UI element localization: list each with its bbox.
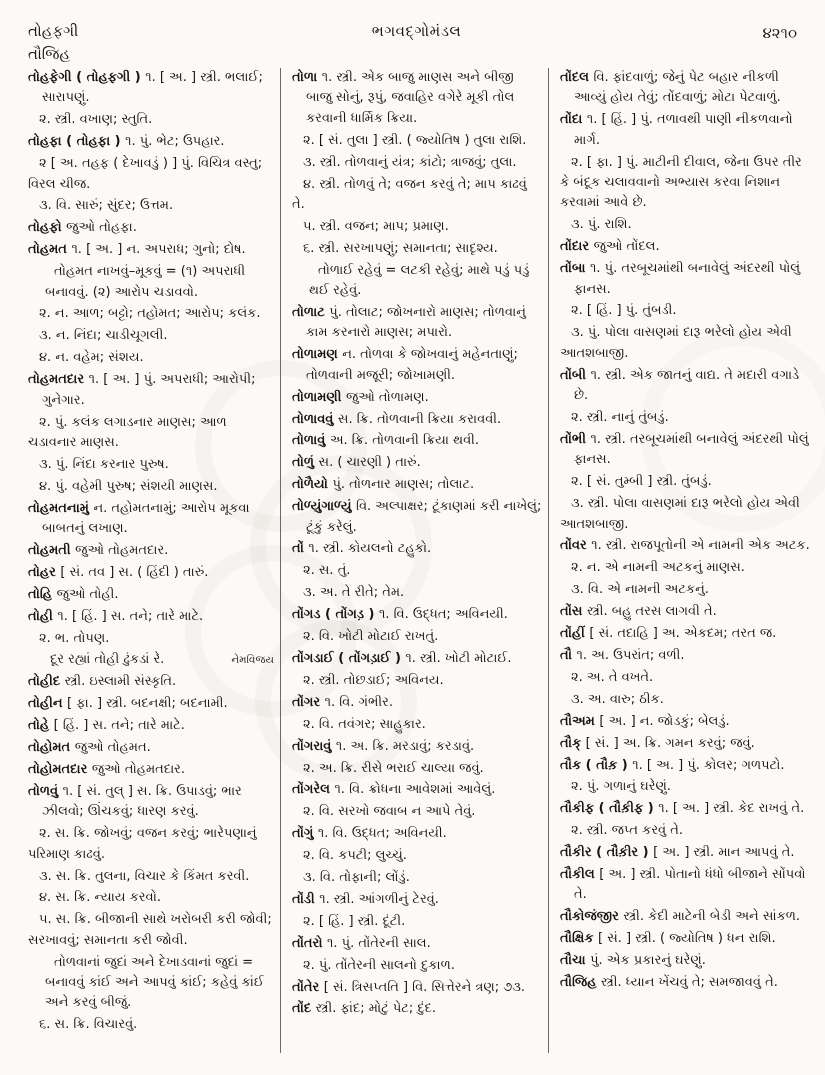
dictionary-entry: [560, 259, 814, 300]
dictionary-entry: [28, 370, 274, 411]
headword: તોહોમતદાર: [28, 762, 92, 777]
headword: તોંભી: [560, 431, 591, 447]
definition-text: ૪. પું. વહેમી પુરુષ; સંશયી માણસ.: [39, 478, 218, 494]
definition-text: ૨. ભ. તોપણ.: [39, 630, 110, 646]
dictionary-entry: [28, 563, 274, 583]
definition-text: સ્ત્રી. ધ્યાન ખેંચવું તે; સમજાવવું તે.: [600, 975, 778, 991]
page-title: ભગવદ્ગોમંડલ: [371, 22, 462, 40]
sense-line: [28, 413, 274, 454]
dictionary-entry: [292, 824, 542, 844]
headword: તૌજિહ: [560, 975, 601, 991]
definition-text: ૧. વિ. ઉદ્ધત; અવિનયી.: [378, 607, 508, 623]
dictionary-entry: [28, 68, 274, 109]
dictionary-entry: [292, 431, 542, 451]
headword: તોંગરાવું: [292, 738, 336, 754]
headword: તોંદાર: [560, 239, 594, 255]
definition-text: ૩. પું. નિંદા કરનાર પુરુષ.: [39, 456, 169, 472]
definition-text: જુઓ તોંદલ.: [593, 239, 660, 255]
definition-text: ૩. અ. વારુ; ઠીક.: [571, 691, 664, 707]
headword: તોંતેર: [292, 979, 324, 995]
dictionary-entry: [292, 890, 542, 910]
sense-line: [292, 583, 542, 603]
headword: તોં: [292, 541, 309, 557]
headword: તૌક ( તૌક઼ ): [560, 757, 633, 773]
definition-text: ૧. વિ. ઉદ્ધત; અવિનયી.: [317, 826, 447, 842]
headword: તોંગર: [292, 694, 325, 710]
dictionary-entry: [560, 366, 814, 407]
sense-line: [560, 472, 814, 492]
headword: તૌક્: [560, 735, 586, 751]
definition-text: ૧. વિ. ક્રોધના આવેશમાં આવેલું.: [334, 782, 496, 798]
definition-text: ૩. અ. તે રીતે; તેમ.: [303, 585, 405, 601]
definition-text: વિ. ફાંદવાળું; જેનું પેટ બહાર નીકળી આવ્યું હોય તેવું; તોંદવાળું; મોટા પેટવાળું.: [574, 70, 781, 106]
definition-text: ૨. [ સં. તુલા ] સ્ત્રી. ( જ્યોતિષ ) તુલા રાશિ.: [303, 132, 527, 148]
citation-source: નેમવિજય: [231, 654, 274, 667]
definition-text: ૧. સ્ત્રી. ખોટી મોટાઈ.: [405, 650, 512, 666]
headword: તૌકીલ: [560, 867, 600, 883]
definition-text: ૨. સ. તું.: [303, 563, 351, 579]
headword: તોંવર: [560, 538, 592, 554]
sense-line: [28, 910, 274, 951]
dictionary-entry: [28, 240, 274, 260]
headword: તોહફા ( તોહફા ): [28, 134, 126, 150]
definition-text: ૨. સ્ત્રી. વખાણ; સ્તુતિ.: [39, 112, 153, 128]
dictionary-entry: [292, 345, 542, 386]
definition-text: સ. ( ચારણી ) તારું.: [318, 455, 421, 471]
dictionary-entry: [560, 843, 814, 863]
definition-text: જુઓ તોહમતદાર.: [91, 762, 186, 777]
sense-line: [560, 777, 814, 797]
definition-text: ન. તોળવા કે જોખવાનું મહેનતાણું; તોળવાની મજૂરી; જોખામણી.: [306, 347, 518, 383]
definition-text: ૧. સ્ત્રી. રાજપૂતોની એ નામની એક અટક.: [591, 538, 810, 554]
sense-line: [292, 802, 542, 822]
running-headword-last: તૌજિહ: [28, 45, 71, 63]
dictionary-entry: [560, 907, 814, 927]
sense-line: [292, 956, 542, 976]
headword: તોળાટ: [292, 304, 330, 320]
headword: તૌક્ષિક: [560, 931, 599, 947]
sense-line: [292, 153, 542, 173]
sense-line: [560, 215, 814, 235]
definition-text: તોહમત નાખવું–મૂકવું = (૧) અપરાધી બનાવવું. (૨) આરોપ ચડાવવો.: [45, 264, 246, 300]
definition-text: ૨. વિ. ખોટી મોટાઈ રાખતું.: [303, 629, 439, 645]
sense-line: [28, 629, 274, 649]
headword: તોંદલ: [560, 70, 594, 85]
definition-text: ૧. [ અ. ] ન. અપરાધ; ગુનો; દોષ.: [71, 242, 246, 258]
sense-line: [560, 668, 814, 688]
headword: તૌચા: [560, 953, 591, 969]
definition-text: પું. તોલાટ; જોખનારો માણસ; તોળવાનું કામ કરનારો માણસ; મપારો.: [306, 304, 526, 341]
definition-text: ૨. સ. ક્રિ. જોખવું; વજન કરવું; ભારેપણાનું પરિમાણ કાઢવું.: [28, 826, 257, 862]
definition-text: ૧. [ હિં. ] સ. તને; તારે માટે.: [57, 608, 204, 624]
dictionary-entry: [560, 68, 814, 109]
sense-line: [292, 627, 542, 647]
sense-line: [560, 323, 814, 364]
dictionary-entry: [28, 672, 274, 692]
sense-line: [28, 326, 274, 346]
definition-text: ૩. પું. પોલા વાસણમાં દારૂ ભરેલો હોય એવી આતશબાજી.: [560, 325, 792, 361]
dictionary-entry: [292, 68, 542, 129]
dictionary-entry: [28, 716, 274, 736]
headword: તોંગડ ( તોંગડ઼ ): [292, 607, 379, 623]
definition-text: ૨. ન. આળ; બટ્ટો; તહોમત; આરોપ; કલંક.: [39, 306, 261, 322]
definition-text: ૨. સ્ત્રી. જપ્ત કરવું તે.: [571, 823, 684, 839]
definition-text: ૩. વિ. સારું; સુંદર; ઉત્તમ.: [39, 198, 174, 214]
dictionary-entry: [292, 999, 542, 1019]
headword: તોળૈયો: [292, 477, 333, 493]
definition-text: ૨. પું. કલંક લગાડનાર માણસ; આળ ચડાવનાર માણસ.: [28, 414, 227, 450]
dictionary-entry: [28, 694, 274, 714]
dictionary-column-2: [280, 68, 548, 1053]
dictionary-entry: [292, 978, 542, 998]
sense-line: [28, 888, 274, 908]
headword: તોહીન: [28, 696, 68, 712]
dictionary-entry: [292, 453, 542, 473]
definition-text: જુઓ તોહી.: [56, 586, 119, 602]
definition-text: ૩. સ્ત્રી. તોળવાનું યંત્ર; કાંટો; ત્રાજવું; તુલા.: [303, 154, 517, 170]
sense-line: [560, 580, 814, 600]
definition-text: ૫. સ્ત્રી. વજન; માપ; પ્રમાણ.: [303, 218, 449, 234]
headword: તોળવું: [28, 783, 63, 799]
headword: તોહફો: [28, 220, 67, 236]
headword: તોંસ: [560, 604, 587, 620]
headword: તૌઅમ: [560, 713, 600, 729]
definition-text: ૨. સ્ત્રી. નાનું તુંબડું.: [571, 410, 669, 425]
headword: તોંબા: [560, 261, 591, 277]
definition-text: ૧. પું. ભેટ; ઉપહાર.: [125, 134, 225, 150]
definition-text: ૩. પું. રાશિ.: [571, 217, 632, 233]
definition-text: તોળવાનાં જુદાં અને દેખાડવાનાં જુદાં = બનાવવું કાંઈ અને આપવું કાંઈ; કહેવું કાંઈ અને કરવું બીજું.: [45, 954, 264, 1011]
headword: તોંગું: [292, 826, 318, 842]
definition-text: [ સં. ] સ્ત્રી. ( જ્યોતિષ ) ધન રાશિ.: [598, 931, 776, 947]
headword: તોંદા: [560, 112, 587, 128]
dictionary-entry: [292, 605, 542, 625]
headword: તોંબી: [560, 367, 591, 383]
headword: તોળામણી: [292, 389, 346, 405]
definition-text: ૧. [ અ. ] પું. અપરાધી; આરોપી; ગુનેગાર.: [42, 372, 256, 408]
definition-text: ૩. વિ. તોફાની; લોંડું.: [303, 870, 410, 886]
dictionary-entry: [292, 780, 542, 800]
headword: તોહમતનામું: [28, 500, 94, 516]
dictionary-entry: [292, 410, 542, 430]
definition-text: સ. ક્રિ. તોળવાની ક્રિયા કરાવવી.: [337, 411, 502, 427]
definition-text: ૧. સ્ત્રી. તરબૂચમાંથી બનાવેલું અંદરથી પોલું ફાનસ.: [574, 431, 809, 468]
sense-line: [560, 408, 814, 428]
headword: તોળું: [292, 455, 319, 471]
sense-line: [292, 671, 542, 691]
sense-line: [28, 1015, 274, 1035]
dictionary-entry: [560, 734, 814, 754]
sense-line: [560, 821, 814, 841]
headword: તોળામણ: [292, 347, 343, 363]
definition-text: ૧. સ્ત્રી. આંગળીનું ટેરવું.: [319, 891, 439, 907]
sense-line: [28, 824, 274, 865]
definition-text: જુઓ તોહફા.: [66, 220, 137, 236]
dictionary-entry: [28, 541, 274, 561]
definition-text: ૨. [ હિં. ] પું. તુંબડી.: [571, 303, 677, 319]
dictionary-entry: [560, 624, 814, 644]
headword: તોહીદ: [28, 674, 65, 690]
dictionary-entry: [28, 607, 274, 627]
definition-text: ૧. [ અ. ] સ્ત્રી. ભલાઈ; સારાપણું.: [42, 70, 263, 106]
definition-text: જુઓ તોળામણ.: [345, 389, 429, 405]
definition-text: જુઓ તોહમત.: [74, 740, 151, 756]
definition-text: ૧. અ. ક્રિ. મરડાવું; કરડાવું.: [335, 738, 475, 754]
sense-line: [292, 239, 542, 259]
dictionary-entry: [28, 132, 274, 152]
dictionary-entry: [28, 738, 274, 758]
definition-text: ૧. [ અ. ] સ્ત્રી. કેદ રાખવું તે.: [658, 801, 805, 817]
sense-line: [28, 196, 274, 216]
sense-line: [28, 110, 274, 130]
definition-text: ૧. પું. તોંતેરની સાલ.: [327, 935, 431, 951]
definition-text: ૧. [ સં. તુલ્ ] સ. ક્રિ. ઉપાડવું; ભાર ઝીલવો; ઊંચકવું; ધારણ કરવું.: [42, 783, 242, 820]
definition-text: [ સં. તદાહિ ] અ. એકદમ; તરત જ.: [589, 626, 777, 642]
definition-text: ૩. સ્ત્રી. પોલા વાસણમાં દારૂ ભરેલો હોય એવી આતશબાજી.: [560, 496, 800, 532]
sense-line: [560, 301, 814, 321]
dictionary-entry: [560, 602, 814, 622]
definition-text: ૧. સ્ત્રી. કોયલનો ટહુકો.: [308, 541, 432, 557]
definition-text: સ્ત્રી. ફાંદ; મોટું પેટ; દુંદ.: [315, 1001, 437, 1017]
dictionary-entry: [292, 934, 542, 954]
dictionary-entry: [560, 646, 814, 666]
definition-text: ૫. સ. ક્રિ. બીજાની સાથે ખરોબરી કરી જોવી; સરખાવવું; સમાનતા કરી જોવી.: [28, 912, 272, 948]
dictionary-entry: [292, 475, 542, 495]
dictionary-entry: [292, 539, 542, 559]
definition-text: ૨. પું. ગળાનું ઘરેણું.: [571, 779, 671, 795]
definition-text: ૨. [ હિં. ] સ્ત્રી. દૂંટી.: [303, 913, 406, 929]
sense-line: [292, 912, 542, 932]
headword: તોહફેગી ( તોહફગી ): [28, 70, 146, 85]
definition-text: ૧. વિ. ગંભીર.: [324, 694, 394, 710]
definition-text: સ્ત્રી. બહુ તરસ લાગવી તે.: [586, 604, 717, 620]
sense-line: [292, 759, 542, 779]
definition-text: [ સં. ] અ. ક્રિ. ગમન કરવું; જવું.: [585, 735, 755, 751]
definition-text: [ હિં. ] સ. તને; તારે માટે.: [53, 718, 185, 734]
dictionary-entry: [28, 760, 274, 780]
dictionary-entry: [560, 237, 814, 257]
definition-text: ૨. વિ. સરખો જવાબ ન આપે તેવું.: [303, 804, 476, 820]
definition-text: ૩. સ. ક્રિ. તુલના, વિચાર કે કિંમત કરવી.: [39, 868, 250, 884]
headword: તોહિ: [28, 586, 57, 602]
sense-line: [560, 494, 814, 535]
sense-line: [292, 131, 542, 151]
definition-text: પું. એક પ્રકારનું ઘરેણું.: [590, 953, 706, 969]
definition-text: ૨. ન. એ નામની અટકનું માણસ.: [571, 560, 745, 576]
dictionary-column-3: [548, 68, 820, 1053]
dictionary-entry: [292, 497, 542, 538]
dictionary-entry: [560, 929, 814, 949]
definition-text: ૨ [ અ. તહફ ( દેખાવડું ) ] પું. વિચિત્ર વસ્તુ; વિરલ ચીજ.: [28, 156, 263, 192]
definition-text: ૨. પું. તોંતેરની સાલનો દુકાળ.: [303, 957, 455, 973]
headword: તોંડી: [292, 891, 320, 907]
page-number: ૪૨૧૦: [762, 24, 797, 42]
headword: તૌ: [560, 647, 577, 663]
headword: તોળ્યુંગાળ્યું: [292, 499, 356, 515]
headword: તોહમત: [28, 242, 72, 258]
dictionary-entry: [292, 388, 542, 408]
dictionary-entry: [292, 303, 542, 344]
headword: તોળાવવું: [292, 411, 338, 427]
dictionary-entry: [28, 499, 274, 540]
definition-text: ૧. સ્ત્રી. એક બાજુ માણસ અને બીજી બાજુ સોનું, રૂપું, જવાહિર વગેરે મૂકી તોલ કરવાની ધાર્મિક ક્રિયા.: [306, 70, 515, 126]
sense-line: [292, 217, 542, 237]
dictionary-entry: [560, 110, 814, 151]
sense-line: [28, 304, 274, 324]
definition-text: [ અ. ] સ્ત્રી. માન આપવું તે.: [653, 845, 795, 861]
definition-text: ૨. વિ. કપટી; લુચ્ચું.: [303, 848, 407, 864]
verse-text: દૂર રહ્યાં તોહી ઢુંકડાં રે.: [50, 652, 165, 668]
definition-text: [ સં. તવ ] સ. ( હિંદી ) તારું.: [60, 564, 209, 580]
dictionary-columns: [28, 68, 820, 1053]
running-headword-first: તોહફગી: [28, 22, 79, 40]
headword: તોંગડાઈ ( તોંગડ઼ાઈ ): [292, 650, 406, 666]
definition-text: વિ. અલ્પાક્ષર; ટૂંકાણમાં કરી નાખેલું; ટૂંકું કરેલું.: [306, 499, 542, 535]
dictionary-entry: [560, 536, 814, 556]
headword: તોહમતી: [28, 542, 76, 558]
dictionary-column-1: [28, 68, 280, 1053]
headword: તોંદ: [292, 1001, 316, 1017]
headword: તોહર: [28, 564, 61, 580]
headword: તોહી: [28, 608, 58, 624]
dictionary-entry: [292, 737, 542, 757]
definition-text: [ ફા. ] સ્ત્રી. બદનક્ષી; બદનામી.: [67, 696, 228, 712]
definition-text: ૨. [ ફા. ] પું. માટીની દીવાલ, જેના ઉપર તીર કે બંદૂક ચલાવવાનો અભ્યાસ કરવા નિશાન કરવામાં આવે છે.: [560, 154, 802, 211]
definition-text: ૪. સ્ત્રી. તોળવું તે; વજન કરવું તે; માપ કાઢવું તે.: [292, 176, 527, 212]
sense-line: [292, 868, 542, 888]
dictionary-entry: [292, 649, 542, 669]
dictionary-entry: [560, 756, 814, 776]
definition-text: ૩. ન. નિંદા; ચાડીચૂગલી.: [39, 328, 168, 344]
definition-text: તોળાઈ રહેવું = લટકી રહેવું; માથે પડું પડું થઈ રહેવું.: [309, 262, 530, 299]
headword: તોહમતદાર: [28, 372, 89, 388]
dictionary-entry: [560, 951, 814, 971]
definition-text: ૨. સ્ત્રી. તોછડાઈ; અવિનય.: [303, 672, 444, 688]
dictionary-entry: [560, 712, 814, 732]
sense-line: [292, 175, 542, 216]
dictionary-entry: [560, 973, 814, 993]
definition-text: જુઓ તોહમતદાર.: [75, 542, 169, 558]
definition-text: ૨. અ. તે વખતે.: [571, 669, 654, 685]
dictionary-entry: [560, 865, 814, 906]
definition-text: ૧. અ. ઉપરાંત; વળી.: [576, 647, 685, 663]
definition-text: અ. ક્રિ. તોળવાની ક્રિયા થવી.: [329, 433, 480, 449]
definition-text: ૪. ન. વહેમ; સંશય.: [39, 350, 144, 366]
sense-line: [292, 846, 542, 866]
headword: તૌકીફ ( તૌક઼ીફ ): [560, 801, 659, 817]
definition-text: ૨. વિ. તવંગર; સાહુકાર.: [303, 716, 426, 732]
headword: તોહોમત: [28, 740, 75, 756]
sense-line: [28, 455, 274, 475]
definition-text: [ સં. ત્રિસપ્તતિ ] વિ. સિત્તેરને ત્રણ; ૭૩.: [323, 979, 526, 995]
sense-line: [28, 154, 274, 195]
definition-text: ન. તહોમતનામું; આરોપ મૂકવા બાબતનું લખાણ.: [42, 500, 250, 537]
definition-text: ૧. [ અ. ] પું. કોલર; ગળપટો.: [632, 757, 785, 773]
dictionary-entry: [560, 799, 814, 819]
dictionary-entry: [28, 585, 274, 605]
sense-line: [560, 690, 814, 710]
dictionary-entry: [292, 693, 542, 713]
definition-text: ૧. પું. તરબૂચમાંથી બનાવેલું અંદરથી પોલું ફાનસ.: [574, 261, 801, 297]
sense-line: [28, 348, 274, 368]
headword: તોળા: [292, 70, 322, 85]
running-header: [28, 22, 805, 62]
phrase-line: [28, 953, 274, 1014]
headword: તોળાવું: [292, 433, 330, 449]
headword: તોંગરેલ: [292, 782, 335, 798]
phrase-line: [28, 262, 274, 303]
sense-line: [292, 715, 542, 735]
headword: તોહે: [28, 718, 54, 734]
dictionary-entry: [560, 430, 814, 471]
sense-line: [560, 153, 814, 214]
dictionary-entry: [28, 218, 274, 238]
definition-text: ૨. [ સં. તુમ્બી ] સ્ત્રી. તુંબડું.: [571, 474, 712, 490]
sense-line: [560, 558, 814, 578]
definition-text: ૪. સ. ક્રિ. ન્યાય કરવો.: [39, 890, 162, 906]
definition-text: ૬. સ. ક્રિ. વિચારવું.: [39, 1017, 138, 1033]
definition-text: સ્ત્રી. કેદી માટેની બેડી અને સાંકળ.: [623, 909, 801, 925]
headword: તૌકીર ( તૌક઼ીર ): [560, 845, 654, 861]
headword: તોંતરો: [292, 935, 327, 951]
headword: તોંહીં: [560, 626, 590, 642]
sense-line: [28, 867, 274, 887]
sense-line: [292, 561, 542, 581]
sense-line: [28, 477, 274, 497]
definition-text: [ અ. ] સ્ત્રી. પોતાનો ધંધો બીજાને સોંપવો તે.: [574, 867, 806, 903]
definition-text: ૬. સ્ત્રી. સરખાપણું; સમાનતા; સાદૃશ્ય.: [303, 240, 498, 256]
definition-text: ૨. અ. ક્રિ. રીસે ભરાઈ ચાલ્યા જવું.: [303, 760, 484, 776]
definition-text: ૩. વિ. એ નામની અટકનું.: [571, 582, 709, 598]
definition-text: ૧. [ હિં. ] પું. તળાવથી પાણી નીકળવાનો માર્ગ.: [574, 112, 793, 148]
verse-line: [28, 650, 274, 670]
headword: તૌકોજંજીર: [560, 909, 624, 925]
phrase-line: [292, 261, 542, 302]
definition-text: પું. તોળનાર માણસ; તોલાટ.: [332, 477, 475, 493]
definition-text: સ્ત્રી. ઇસ્લામી સંસ્કૃતિ.: [64, 674, 177, 690]
definition-text: ૧. સ્ત્રી. એક જાતનું વાદ્ય. તે મદારી વગાડે છે.: [574, 367, 800, 404]
dictionary-entry: [28, 782, 274, 823]
definition-text: [ અ. ] ન. જોડકું; બેલડું.: [599, 713, 730, 729]
